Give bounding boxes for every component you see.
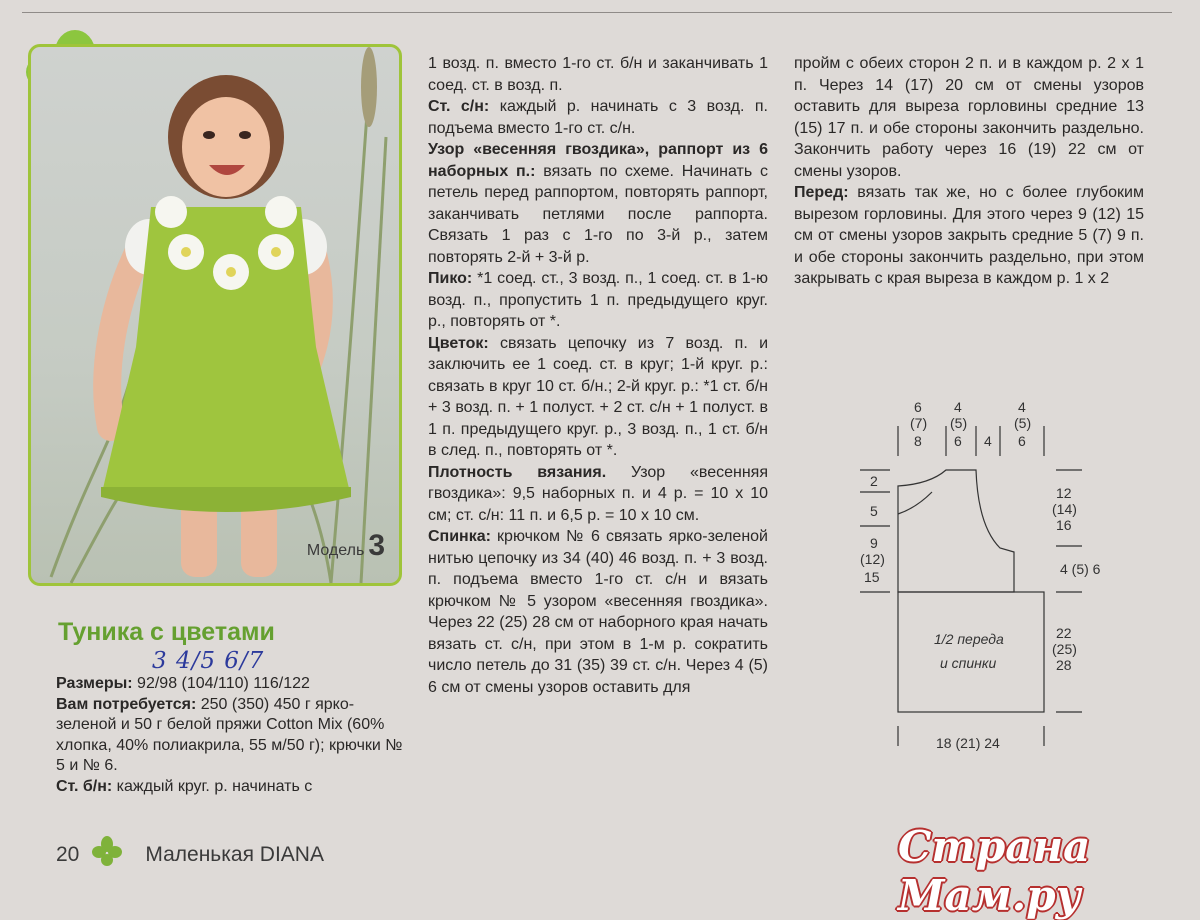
density-paragraph	[428, 462, 768, 527]
child-in-tunic-illustration	[31, 47, 399, 583]
materials-line	[56, 695, 406, 777]
dim-left-1: 2	[870, 473, 878, 489]
right-column-text	[794, 53, 1144, 290]
leaf-icon	[92, 836, 122, 866]
dim-left-3a: 9	[870, 535, 878, 551]
left-column-text	[56, 674, 406, 797]
dim-top-1c: 8	[914, 433, 922, 449]
pattern-title: Туника с цветами	[58, 618, 275, 646]
dim-left-3c: 15	[864, 569, 880, 585]
front-paragraph	[794, 182, 1144, 290]
flower-value: связать цепочку из 7 возд. п. и заключить ее 1 соед. ст. в круг; 1-й круг. р.: связать в круг 10 ст. б/н.; 2-й круг. р.: *1 ст. б/н + 3 возд. п. + 1 полуст. + 2 ст. с/н + 1 полуст. в 1 п. предыдущего круг. р., 3 возд. п., 1 ст. б/н в след. п., повторять от *.	[428, 334, 768, 459]
dim-top-1: 6	[914, 399, 922, 415]
page-number: 20	[56, 843, 80, 866]
top-rule	[22, 12, 1172, 13]
sizes-value: 92/98 (104/110) 116/122	[132, 675, 310, 692]
st-bn-value: каждый круг. р. начинать с	[112, 777, 313, 795]
materials-label: Вам потребуется:	[56, 695, 197, 713]
dim-top-4: 4	[1018, 399, 1026, 415]
sizes-label: Размеры:	[56, 675, 133, 692]
dim-bottom: 18 (21) 24	[936, 735, 1000, 751]
model-number: 3	[368, 529, 385, 562]
st-sn-label: Ст. с/н:	[428, 98, 490, 115]
dim-right-1c: 16	[1056, 517, 1072, 533]
pattern-paragraph	[428, 139, 768, 268]
piko-value: *1 соед. ст., 3 возд. п., 1 соед. ст. в 1-ю возд. п., пропустить 1 п. предыдущего круг. р., повторять от *.	[428, 270, 768, 330]
flower-paragraph	[428, 333, 768, 462]
dim-top-1b: (7)	[910, 415, 928, 431]
pattern-label: Узор «весенняя гвоздика», раппорт из 6 наборных п.:	[428, 141, 768, 180]
dim-top-4b: (5)	[1014, 415, 1032, 431]
dim-top-3: 4	[984, 433, 992, 449]
front-label: Перед:	[794, 184, 849, 201]
dim-right-1b: (14)	[1052, 501, 1077, 517]
handwritten-sizes: 3 4/5 6/7	[152, 648, 265, 674]
pattern-value: вязать по схеме. Начинать с петель перед раппортом, повторять раппорт, заканчивать петлями после раппорта. Связать 1 раз с 1-го по 3-й р., затем повторять 2-й + 3-й р.	[428, 162, 768, 266]
dim-top-4c: 6	[1018, 433, 1026, 449]
schematic-label-1: 1/2 переда	[934, 631, 1004, 647]
back-paragraph	[428, 526, 768, 698]
st-sn-value: каждый р. начинать с 3 возд. п. подъема вместо 1-го ст. с/н.	[428, 98, 769, 137]
paragraph: 1 возд. п. вместо 1-го ст. б/н и заканчивать 1 соед. ст. в возд. п.	[428, 55, 768, 94]
model-label-text: Модель	[306, 542, 365, 559]
dim-right-1a: 12	[1056, 485, 1072, 501]
paragraph: пройм с обеих сторон 2 п. и в каждом р. 2 х 1 п. Через 14 (17) 20 см от смены узоров оставить для выреза горловины средние 13 (15) 17 п. и обе стороны закончить раздельно. Закончить работу через 16 (19) 22 см от смены узоров.	[794, 55, 1144, 180]
dim-top-2b: (5)	[950, 415, 968, 431]
front-value: вязать так же, но с более глубоким вырезом горловины. Для этого через 9 (12) 15 см от смены узоров закрыть средние 5 (7) 9 п. и обе стороны закончить раздельно, при этом закрывать с края выреза в каждом р. 1 х 2	[794, 184, 1144, 287]
sizes-line	[56, 674, 406, 695]
dim-left-2: 5	[870, 503, 878, 519]
dim-right-3a: 22	[1056, 625, 1072, 641]
st-bn-line	[56, 777, 406, 798]
back-value: крючком № 6 связать ярко-зеленой нитью цепочку из 34 (40) 46 возд. п. + 3 возд. п. подъема вместо 1-го ст. с/н и вязать крючком № 5 узором «весенняя гвоздика». Через 22 (25) 28 см от наборного края начать вязать ст. с/н, при этом в 1-м р. сократить число петель до 31 (35) 39 ст. с/н. Через 4 (5) 6 см от смены узоров оставить для	[428, 528, 768, 696]
dim-right-3c: 28	[1056, 657, 1072, 673]
flower-label: Цветок:	[428, 334, 489, 352]
density-value: Узор «весенняя гвоздика»: 9,5 наборных п. и 4 р. = 10 х 10 см; ст. с/н: 11 п. и 6,5 р. = 10 х 10 см.	[428, 463, 768, 524]
materials-value: 250 (350) 450 г ярко-зеленой и 50 г белой пряжи Cotton Mix (60% хлопка, 40% полиакрила, 55 м/50 г); крючки № 5 и № 6.	[56, 695, 403, 774]
back-label: Спинка:	[428, 528, 491, 545]
model-label	[307, 529, 385, 563]
st-bn-label: Ст. б/н:	[56, 777, 113, 795]
dim-top-2: 4	[954, 399, 962, 415]
watermark: Страна Мам.ру	[898, 822, 1091, 920]
dim-left-3b: (12)	[860, 551, 885, 567]
dim-top-2c: 6	[954, 433, 962, 449]
magazine-name: Маленькая DIANA	[145, 843, 324, 866]
schematic-label-2: и спинки	[940, 655, 997, 671]
piko-label: Пико:	[428, 270, 473, 287]
piko-paragraph	[428, 268, 768, 333]
density-label: Плотность вязания.	[428, 463, 607, 481]
dim-right-2: 4 (5) 6	[1060, 561, 1101, 577]
middle-column-text	[428, 53, 768, 698]
model-photo	[28, 44, 402, 586]
pattern-schematic	[850, 396, 1140, 766]
st-sn-paragraph	[428, 96, 768, 139]
dim-right-3b: (25)	[1052, 641, 1077, 657]
